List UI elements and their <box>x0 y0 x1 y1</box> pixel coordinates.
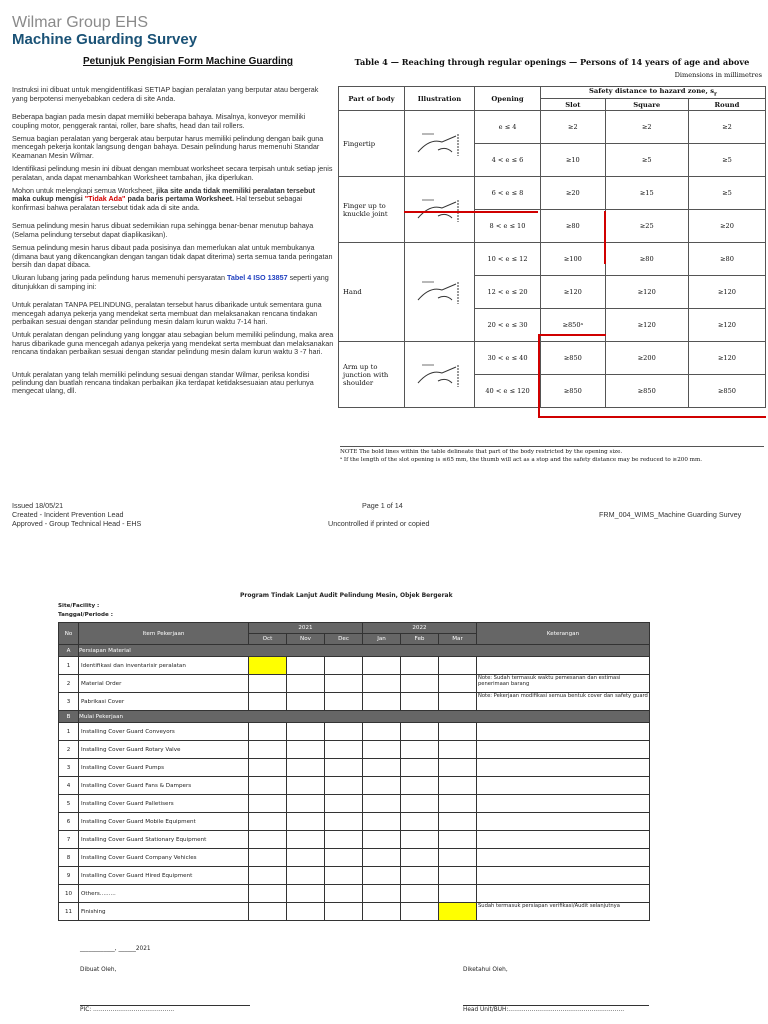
date-line: ____________, ______2021 <box>80 946 151 952</box>
month-cell[interactable] <box>363 795 401 813</box>
slot-cell: ≥80 <box>541 210 606 243</box>
iso-note: ᵃ If the length of the slot opening is ≤65 mm, the thumb will act as a stop and the safety distance may be reduced to ≥200 mm. <box>340 457 703 464</box>
row-number: 2 <box>59 741 79 759</box>
work-item: Installing Cover Guard Palletisers <box>79 795 249 813</box>
slot-cell: ≥850ᵃ <box>541 309 606 342</box>
col-month: Dec <box>325 634 363 645</box>
illustration <box>405 111 475 177</box>
table-row <box>59 867 650 885</box>
illustration <box>405 177 475 243</box>
work-item: Installing Cover Guard Stationary Equipment <box>79 831 249 849</box>
instruction-paragraph: Semua pelindung mesin harus dibuat sedemikian rupa sehingga benar-benar menutup bahaya (Selama pelindung tersebut dapat diaplikasikan). <box>12 221 314 239</box>
slot-cell: ≥100 <box>541 243 606 276</box>
month-cell[interactable] <box>439 813 477 831</box>
instructions-heading: Petunjuk Pengisian Form Machine Guarding <box>82 56 294 67</box>
work-item: Installing Cover Guard Hired Equipment <box>79 867 249 885</box>
work-item: Installing Cover Guard Mobile Equipment <box>79 813 249 831</box>
instruction-paragraph: Untuk peralatan dengan pelindung yang longgar atau sebagian belum memiliki pelindung, maka area harus dibarikade guna mencegah adanya pekerja yang mendekat serta membuat dan melaksanakan rencana tindakan perbaikan sesuai dengan standar pelindung mesin dalam kurun waktu 3 -7 hari. <box>12 330 334 357</box>
body-part: Hand <box>339 243 405 342</box>
row-number: 9 <box>59 867 79 885</box>
work-item: Installing Cover Guard Conveyors <box>79 723 249 741</box>
section-label: Persiapan Material <box>79 645 650 657</box>
col-item: Item Pekerjaan <box>79 623 249 645</box>
month-cell[interactable] <box>363 813 401 831</box>
illustration <box>405 342 475 408</box>
plan-table <box>58 622 650 921</box>
month-cell[interactable] <box>249 777 287 795</box>
col-opening: Opening <box>475 87 541 111</box>
period-label: Tanggal/Periode : <box>58 612 113 618</box>
instruction-paragraph: Beberapa bagian pada mesin dapat memiliki beberapa bahaya. Misalnya, konveyor memiliki coupling motor, penggerak rantai, roller, bare shafts, head dan tail rollers. <box>12 112 306 130</box>
section-row <box>59 711 650 723</box>
month-cell[interactable] <box>325 831 363 849</box>
instruction-paragraph: Semua pelindung mesin harus dibaut pada posisinya dan memerlukan alat untuk membukanya (dimana baut yang dikencangkan dengan tangan tidak dapat diterima) serta semua tanda peringatan bersih dan dapat dibaca. <box>12 243 333 269</box>
month-cell[interactable] <box>439 723 477 741</box>
text: seperti yang ditunjukkan di samping ini: <box>12 273 329 291</box>
table-row <box>59 831 650 849</box>
table-row <box>59 759 650 777</box>
col-slot: Slot <box>541 99 606 111</box>
slot-cell: ≥10 <box>541 144 606 177</box>
square-cell: ≥850 <box>605 375 688 408</box>
text: jika site anda tidak memiliki peralatan tersebut maka cukup mengisi <box>12 186 316 204</box>
remarks-cell[interactable] <box>477 849 650 867</box>
col-square: Square <box>605 99 688 111</box>
row-number: 7 <box>59 831 79 849</box>
month-cell[interactable] <box>249 693 287 711</box>
organization-name: Wilmar Group EHS <box>12 14 149 31</box>
col-no: No <box>59 623 79 645</box>
month-cell[interactable] <box>249 849 287 867</box>
iso-row <box>339 177 766 210</box>
head-unit-label: Head Unit/BUH:…………………………………………………… <box>463 1007 625 1013</box>
row-number: 6 <box>59 813 79 831</box>
col-year-2021: 2021 <box>249 623 363 634</box>
month-cell[interactable] <box>363 741 401 759</box>
month-cell[interactable] <box>249 723 287 741</box>
month-cell[interactable] <box>401 831 439 849</box>
month-cell[interactable] <box>363 723 401 741</box>
month-cell[interactable] <box>249 831 287 849</box>
body-part: Fingertip <box>339 111 405 177</box>
work-item: Installing Cover Guard Fans & Dampers <box>79 777 249 795</box>
form-id: FRM_004_WIMS_Machine Guarding Survey <box>599 510 742 519</box>
month-cell[interactable] <box>363 867 401 885</box>
instruction-paragraph: Untuk peralatan TANPA PELINDUNG, peralatan tersebut harus dibarikade untuk sementara guna mencegah adanya pekerja yang mendekat serta membuat dan melaksanakan rencana tindakan perbaikan sesuai dengan standar pelindung mesin dalam kurun waktu 7-14 hari. <box>12 300 322 326</box>
slot-cell: ≥850 <box>541 375 606 408</box>
col-month: Mar <box>439 634 477 645</box>
col-illustration: Illustration <box>405 87 475 111</box>
month-cell[interactable] <box>249 657 287 675</box>
month-cell[interactable] <box>439 777 477 795</box>
work-item: Installing Cover Guard Pumps <box>79 759 249 777</box>
round-cell: ≥120 <box>688 309 765 342</box>
slot-cell: ≥2 <box>541 111 606 144</box>
month-cell[interactable] <box>287 777 325 795</box>
remarks-cell[interactable] <box>477 741 650 759</box>
round-cell: ≥5 <box>688 177 765 210</box>
month-cell[interactable] <box>287 849 325 867</box>
illustration <box>405 243 475 342</box>
month-cell[interactable] <box>249 795 287 813</box>
opening-cell: 30 < e ≤ 40 <box>475 342 541 375</box>
table-row <box>59 723 650 741</box>
hand-illustration-icon <box>412 278 468 306</box>
iso-table <box>338 86 766 408</box>
month-cell[interactable] <box>325 657 363 675</box>
month-cell[interactable] <box>439 831 477 849</box>
month-cell[interactable] <box>287 867 325 885</box>
site-label: Site/Facility : <box>58 603 100 609</box>
month-cell[interactable] <box>401 903 439 921</box>
row-number: 10 <box>59 885 79 903</box>
instruction-paragraph: Untuk peralatan yang telah memiliki pelindung sesuai dengan standar Wilmar, periksa kondisi pelindung dan buatlah rencana tindakan perbaikan jika terdapat ketidaksesuaian atau perlunya mengecat ulang, dll. <box>12 369 314 396</box>
iso-row <box>339 243 766 276</box>
month-cell[interactable] <box>439 867 477 885</box>
round-cell: ≥80 <box>688 243 765 276</box>
opening-cell: 40 < e ≤ 120 <box>475 375 541 408</box>
row-number: 3 <box>59 759 79 777</box>
opening-cell: 12 < e ≤ 20 <box>475 276 541 309</box>
made-by-label: Dibuat Oleh, <box>80 967 117 973</box>
row-number: 2 <box>59 675 79 693</box>
signature-line <box>463 1005 649 1006</box>
month-cell[interactable] <box>439 903 477 921</box>
square-cell: ≥120 <box>605 276 688 309</box>
text: "Tidak Ada" <box>84 194 126 204</box>
col-month: Jan <box>363 634 401 645</box>
month-cell[interactable] <box>287 903 325 921</box>
month-cell[interactable] <box>401 693 439 711</box>
square-cell: ≥80 <box>605 243 688 276</box>
table-row <box>59 795 650 813</box>
col-safety <box>541 87 766 99</box>
month-cell[interactable] <box>325 723 363 741</box>
month-cell[interactable] <box>363 693 401 711</box>
month-cell[interactable] <box>325 777 363 795</box>
text: Mohon untuk melengkapi semua Worksheet, <box>12 186 157 196</box>
work-item: Pabrikasi Cover <box>79 693 249 711</box>
document-title: Machine Guarding Survey <box>12 31 198 48</box>
month-cell[interactable] <box>401 777 439 795</box>
iso-table-image <box>338 54 766 473</box>
square-cell: ≥5 <box>605 144 688 177</box>
month-cell[interactable] <box>401 675 439 693</box>
work-item: Material Order <box>79 675 249 693</box>
slot-cell: ≥20 <box>541 177 606 210</box>
opening-cell: 4 < e ≤ 6 <box>475 144 541 177</box>
instruction-paragraph: Semua bagian peralatan yang bergerak atau berputar harus memiliki pelindung dengan baik guna mencegah pekerja kontak langsung dengan bahaya. Desain pelindung harus memenuhi Standar Keamanan Mesin Wilmar. <box>12 134 324 160</box>
work-item: Identifikasi dan inventarisir peralatan <box>79 657 249 675</box>
table-row <box>59 849 650 867</box>
month-cell[interactable] <box>325 849 363 867</box>
created-by: Created - Incident Prevention Lead <box>12 510 124 519</box>
bold-line <box>404 211 538 213</box>
instruction-paragraph: Identifikasi pelindung mesin ini dibuat dengan membuat worksheet secara terpisah untuk setiap jenis peralatan, anda dapat menambahkan Worksheet tambahan, jika diperlukan. <box>12 164 333 182</box>
table-row <box>59 903 650 921</box>
month-cell[interactable] <box>401 813 439 831</box>
month-cell[interactable] <box>249 867 287 885</box>
remarks-cell[interactable] <box>477 777 650 795</box>
square-cell: ≥25 <box>605 210 688 243</box>
square-cell: ≥15 <box>605 177 688 210</box>
slot-cell: ≥850 <box>541 342 606 375</box>
footer-left <box>12 501 141 528</box>
slot-cell: ≥120 <box>541 276 606 309</box>
text: Safety distance to hazard zone, s <box>588 87 715 96</box>
body-part: Arm up to junction with shoulder <box>339 342 405 408</box>
page-number: Page 1 of 14 <box>362 501 403 510</box>
text: r <box>714 91 718 98</box>
month-cell[interactable] <box>439 675 477 693</box>
work-item: Installing Cover Guard Rotary Valve <box>79 741 249 759</box>
round-cell: ≥20 <box>688 210 765 243</box>
signature-line <box>80 1005 250 1006</box>
month-cell[interactable] <box>325 675 363 693</box>
month-cell[interactable] <box>401 723 439 741</box>
month-cell[interactable] <box>287 741 325 759</box>
col-month: Feb <box>401 634 439 645</box>
month-cell[interactable] <box>249 759 287 777</box>
row-number: 11 <box>59 903 79 921</box>
table-row <box>59 675 650 693</box>
bold-line <box>538 334 540 418</box>
month-cell[interactable] <box>287 885 325 903</box>
row-number: 1 <box>59 657 79 675</box>
iso-row <box>339 111 766 144</box>
month-cell[interactable] <box>287 795 325 813</box>
month-cell[interactable] <box>325 867 363 885</box>
round-cell: ≥5 <box>688 144 765 177</box>
month-cell[interactable] <box>439 741 477 759</box>
hand-illustration-icon <box>412 361 468 389</box>
round-cell: ≥2 <box>688 111 765 144</box>
month-cell[interactable] <box>363 777 401 795</box>
col-year-2022: 2022 <box>363 623 477 634</box>
remarks-cell[interactable]: Sudah termasuk persiapan verifikasi/Audit selanjutnya <box>477 903 650 921</box>
table-row <box>59 741 650 759</box>
month-cell[interactable] <box>325 795 363 813</box>
month-cell[interactable] <box>401 657 439 675</box>
month-cell[interactable] <box>325 759 363 777</box>
section-row <box>59 645 650 657</box>
square-cell: ≥2 <box>605 111 688 144</box>
remarks-cell[interactable] <box>477 885 650 903</box>
month-cell[interactable] <box>439 795 477 813</box>
month-cell[interactable] <box>249 813 287 831</box>
month-cell[interactable] <box>363 675 401 693</box>
remarks-cell[interactable] <box>477 813 650 831</box>
instructions-panel <box>12 58 334 401</box>
month-cell[interactable] <box>439 849 477 867</box>
month-cell[interactable] <box>439 885 477 903</box>
month-cell[interactable] <box>287 675 325 693</box>
col-keterangan: Keterangan <box>477 623 650 645</box>
body-part: Finger up to knuckle joint <box>339 177 405 243</box>
remarks-cell[interactable] <box>477 759 650 777</box>
month-cell[interactable] <box>401 741 439 759</box>
col-part: Part of body <box>339 87 405 111</box>
month-cell[interactable] <box>249 675 287 693</box>
col-month: Nov <box>287 634 325 645</box>
pic-label: PIC: …………………………………… <box>80 1007 175 1013</box>
month-cell[interactable] <box>401 885 439 903</box>
round-cell: ≥120 <box>688 276 765 309</box>
instruction-paragraph: Instruksi ini dibuat untuk mengidentifikasi SETIAP bagian peralatan yang berputar atau bergerak yang berpotensi menyebabkan cedera di site Anda. <box>12 85 319 103</box>
section-label: Mulai Pekerjaan <box>79 711 650 723</box>
work-item: Installing Cover Guard Company Vehicles <box>79 849 249 867</box>
text: Ukuran lubang jaring pada pelindung harus memenuhi persyaratan <box>12 273 227 283</box>
instruction-paragraph <box>12 187 334 212</box>
month-cell[interactable] <box>287 813 325 831</box>
bold-line <box>538 416 766 418</box>
row-number: 5 <box>59 795 79 813</box>
month-cell[interactable] <box>363 657 401 675</box>
month-cell[interactable] <box>249 903 287 921</box>
remarks-cell[interactable] <box>477 867 650 885</box>
table-row <box>59 693 650 711</box>
month-cell[interactable] <box>325 885 363 903</box>
month-cell[interactable] <box>287 657 325 675</box>
work-item: Others......... <box>79 885 249 903</box>
month-cell[interactable] <box>287 759 325 777</box>
round-cell: ≥850 <box>688 375 765 408</box>
month-cell[interactable] <box>363 849 401 867</box>
iso-table-title: Table 4 — Reaching through regular openings — Persons of 14 years of age and above <box>354 57 750 67</box>
hand-illustration-icon <box>412 196 468 224</box>
iso-table-dimensions: Dimensions in millimetres <box>674 71 762 79</box>
month-cell[interactable] <box>363 903 401 921</box>
plan-title: Program Tindak Lanjut Audit Pelindung Mesin, Objek Bergerak <box>240 592 453 599</box>
month-cell[interactable] <box>363 885 401 903</box>
opening-cell: 10 < e ≤ 12 <box>475 243 541 276</box>
row-number: 1 <box>59 723 79 741</box>
uncontrolled-note: Uncontrolled if printed or copied <box>328 519 430 528</box>
opening-cell: e ≤ 4 <box>475 111 541 144</box>
month-cell[interactable] <box>249 885 287 903</box>
hand-illustration-icon <box>412 130 468 158</box>
iso-row <box>339 342 766 375</box>
remarks-cell[interactable] <box>477 723 650 741</box>
month-cell[interactable] <box>439 693 477 711</box>
iso-note: NOTE The bold lines within the table delineate that part of the body restricted by the opening size. <box>340 449 623 455</box>
table-row <box>59 813 650 831</box>
opening-cell: 6 < e ≤ 8 <box>475 177 541 210</box>
row-number: 3 <box>59 693 79 711</box>
section-code: B <box>59 711 79 723</box>
month-cell[interactable] <box>287 723 325 741</box>
month-cell[interactable] <box>325 903 363 921</box>
month-cell[interactable] <box>401 867 439 885</box>
table-row <box>59 657 650 675</box>
month-cell[interactable] <box>363 831 401 849</box>
iso-reference: Tabel 4 ISO 13857 <box>226 273 288 283</box>
month-cell[interactable] <box>363 759 401 777</box>
work-item: Finishing <box>79 903 249 921</box>
table-row <box>59 777 650 795</box>
month-cell[interactable] <box>325 741 363 759</box>
month-cell[interactable] <box>249 741 287 759</box>
text: pada baris pertama Worksheet. <box>125 194 235 204</box>
month-cell[interactable] <box>325 693 363 711</box>
month-cell[interactable] <box>325 813 363 831</box>
text: Hal tersebut sebagai konfirmasi bahwa peralatan tersebut tidak ada di site anda. <box>12 194 302 212</box>
month-cell[interactable] <box>401 759 439 777</box>
iso-table-notes <box>340 446 764 464</box>
section-code: A <box>59 645 79 657</box>
bold-line <box>538 334 606 336</box>
square-cell: ≥120 <box>605 309 688 342</box>
month-cell[interactable] <box>287 693 325 711</box>
issued-date: Issued 18/05/21 <box>12 501 64 510</box>
opening-cell: 8 < e ≤ 10 <box>475 210 541 243</box>
month-cell[interactable] <box>401 849 439 867</box>
approved-by: Approved - Group Technical Head - EHS <box>12 519 142 528</box>
month-cell[interactable] <box>287 831 325 849</box>
bold-line <box>604 211 606 264</box>
remarks-cell[interactable]: Note: Sudah termasuk waktu pemesanan dan estimasi penerimaan barang <box>477 675 650 693</box>
round-cell: ≥120 <box>688 342 765 375</box>
month-cell[interactable] <box>439 657 477 675</box>
remarks-cell[interactable] <box>477 657 650 675</box>
known-by-label: Diketahui Oleh, <box>463 967 508 973</box>
opening-cell: 20 < e ≤ 30 <box>475 309 541 342</box>
row-number: 4 <box>59 777 79 795</box>
month-cell[interactable] <box>401 795 439 813</box>
remarks-cell[interactable]: Note: Pekerjaan modifikasi semua bentuk cover dan safety guard <box>477 693 650 711</box>
row-number: 8 <box>59 849 79 867</box>
remarks-cell[interactable] <box>477 831 650 849</box>
remarks-cell[interactable] <box>477 795 650 813</box>
month-cell[interactable] <box>439 759 477 777</box>
col-month: Oct <box>249 634 287 645</box>
square-cell: ≥200 <box>605 342 688 375</box>
col-round: Round <box>688 99 765 111</box>
table-row <box>59 885 650 903</box>
instruction-paragraph <box>12 274 334 291</box>
